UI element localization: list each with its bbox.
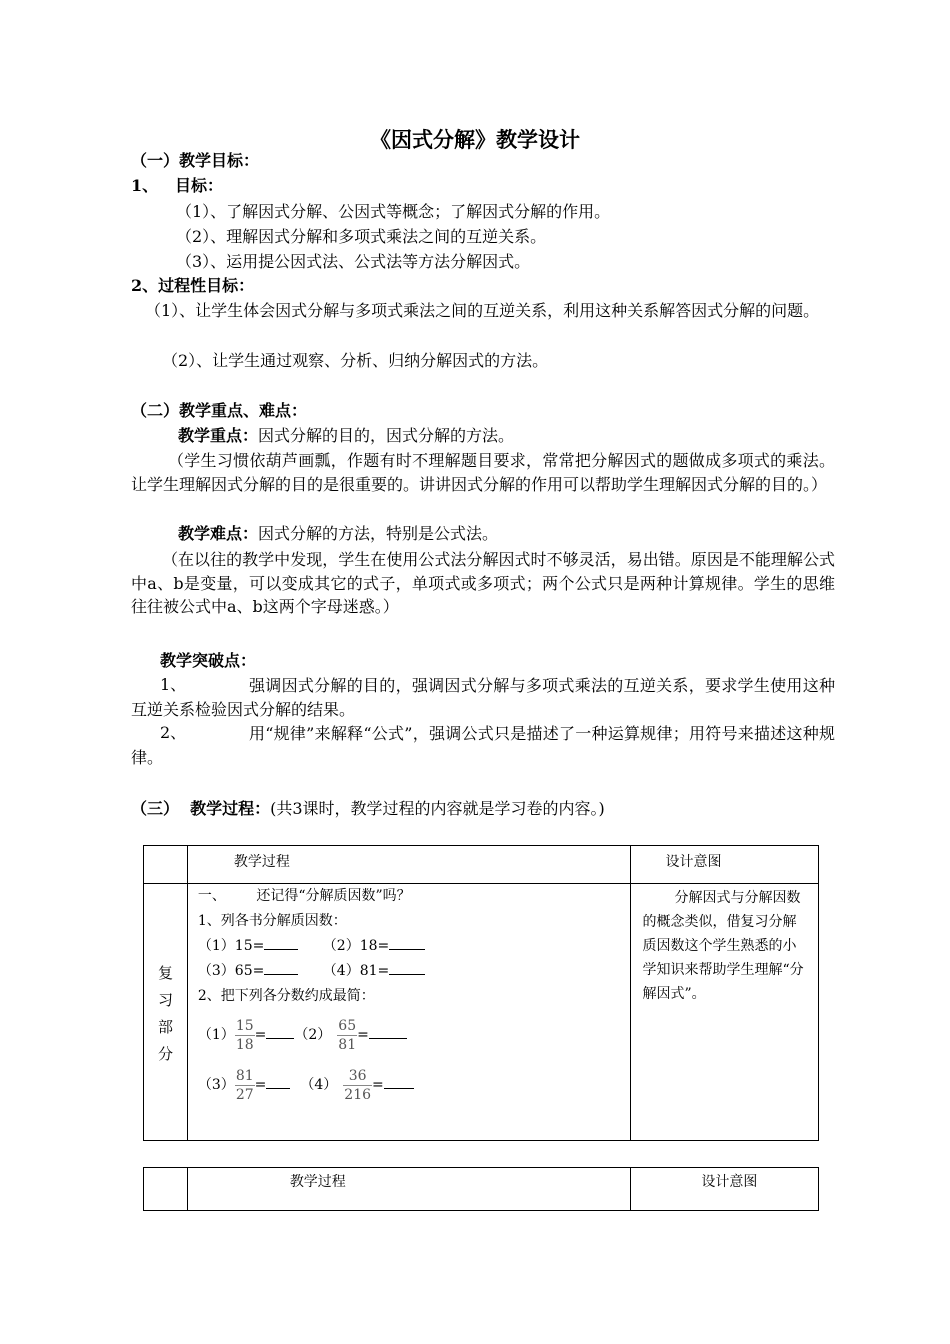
difficulty-label: 教学难点： [178,524,259,543]
breakthrough-1-text: 强调因式分解的目的，强调因式分解与多项式乘法的互逆关系，要求学生使用这种互逆关系检验因式分解的结果。 [131,676,835,719]
answer-blank[interactable] [369,1024,407,1039]
focus-label: 教学重点： [178,426,259,445]
breakthrough-2-text: 用“规律”来解释“公式”，强调公式只是描述了一种运算规律；用符号来描述这种规律。 [131,724,835,767]
intent-text: 分解因式与分解因数的概念类似，借复习分解质因数这个学生熟悉的小学知识来帮助学生理解“分解因式”。 [642,890,804,1002]
side-label-review: 复 习 部 分 [144,884,188,1141]
fraction: $\frac{81}{27}$ [235,1067,254,1103]
breakthrough-2-number: 2、 [160,723,187,742]
table-corner-cell [144,846,188,884]
section-2-heading: （二）教学重点、难点： [131,401,308,420]
goal-1-item: （3）、运用提公因式法、公式法等方法分解因式。 [176,252,531,271]
fraction-row: （3） $\frac{81}{27}$ = （4） $\frac{36}{216}$ = [198,1060,631,1110]
fraction-row: （1） $\frac{15}{18}$ = （2） $\frac{65}{81}$ = [198,1010,631,1060]
section-3-prefix: （三） [131,799,180,818]
goal-1-item: （1）、了解因式分解、公因式等概念；了解因式分解的作用。 [176,202,611,221]
question-1-row: （3）65= （4）81= [198,959,631,984]
fraction: $\frac{15}{18}$ [235,1017,254,1053]
page-title: 《因式分解》教学设计 [370,127,580,152]
review-intro-number: 一、 [197,888,226,904]
review-intro-text: 还记得“分解质因数”吗？ [256,888,411,904]
table-header-process: 教学过程 [187,846,631,884]
goal-2-item: （2）、让学生通过观察、分析、归纳分解因式的方法。 [162,351,549,370]
answer-blank[interactable] [389,935,425,950]
goal-1-item: （2）、理解因式分解和多项式乘法之间的互逆关系。 [176,227,547,246]
fraction: $\frac{36}{216}$ [344,1067,372,1103]
answer-blank[interactable] [384,1074,414,1089]
difficulty-text: 因式分解的方法，特别是公式法。 [258,524,499,543]
answer-blank[interactable] [264,960,298,975]
process-table-review [143,845,819,1141]
review-content-cell [187,884,631,1141]
table-header-intent: 设计意图 [631,1168,819,1211]
answer-blank[interactable] [266,1074,290,1089]
breakthrough-label: 教学突破点： [160,651,257,670]
intent-cell [631,884,819,1141]
answer-blank[interactable] [389,960,425,975]
focus-note: （学生习惯依葫芦画瓢，作题有时不理解题目要求，常常把分解因式的题做成多项式的乘法。让学生理解因式分解的目的是很重要的。讲讲因式分解的作用可以帮助学生理解因式分解的目的。） [131,451,835,494]
difficulty-note: （在以往的教学中发现，学生在使用公式法分解因式时不够灵活，易出错。原因是不能理解公式中a、b是变量，可以变成其它的式子，单项式或多项式；两个公式只是两种计算规律。学生的思维往往被公式中a、b这两个字母迷惑。） [131,550,835,616]
section-1-heading: （一）教学目标： [131,151,260,170]
question-1-row: （1）15= （2）18= [198,934,631,959]
goal-2-label: 2、过程性目标： [131,276,255,295]
table-header-intent: 设计意图 [631,846,819,884]
goal-1-label: 目标： [175,176,224,195]
answer-blank[interactable] [264,935,298,950]
question-2-title: 2、把下列各分数约成最简： [197,988,375,1004]
goal-2-item: （1）、让学生体会因式分解与多项式乘法之间的互逆关系，利用这种关系解答因式分解的问题。 [145,301,820,320]
breakthrough-1-number: 1、 [160,675,187,694]
table-corner-cell [144,1168,188,1211]
fraction: $\frac{65}{81}$ [338,1017,357,1053]
answer-blank[interactable] [266,1024,294,1039]
goal-1-number: 1、 [131,176,159,195]
focus-text: 因式分解的目的，因式分解的方法。 [258,426,515,445]
question-1-title: 1、列各书分解质因数： [197,913,347,929]
section-3-note: (共3课时，教学过程的内容就是学习卷的内容。) [270,799,605,818]
table-header-process: 教学过程 [187,1168,631,1211]
process-table-continued [143,1167,819,1211]
section-3-label: 教学过程： [190,799,271,818]
